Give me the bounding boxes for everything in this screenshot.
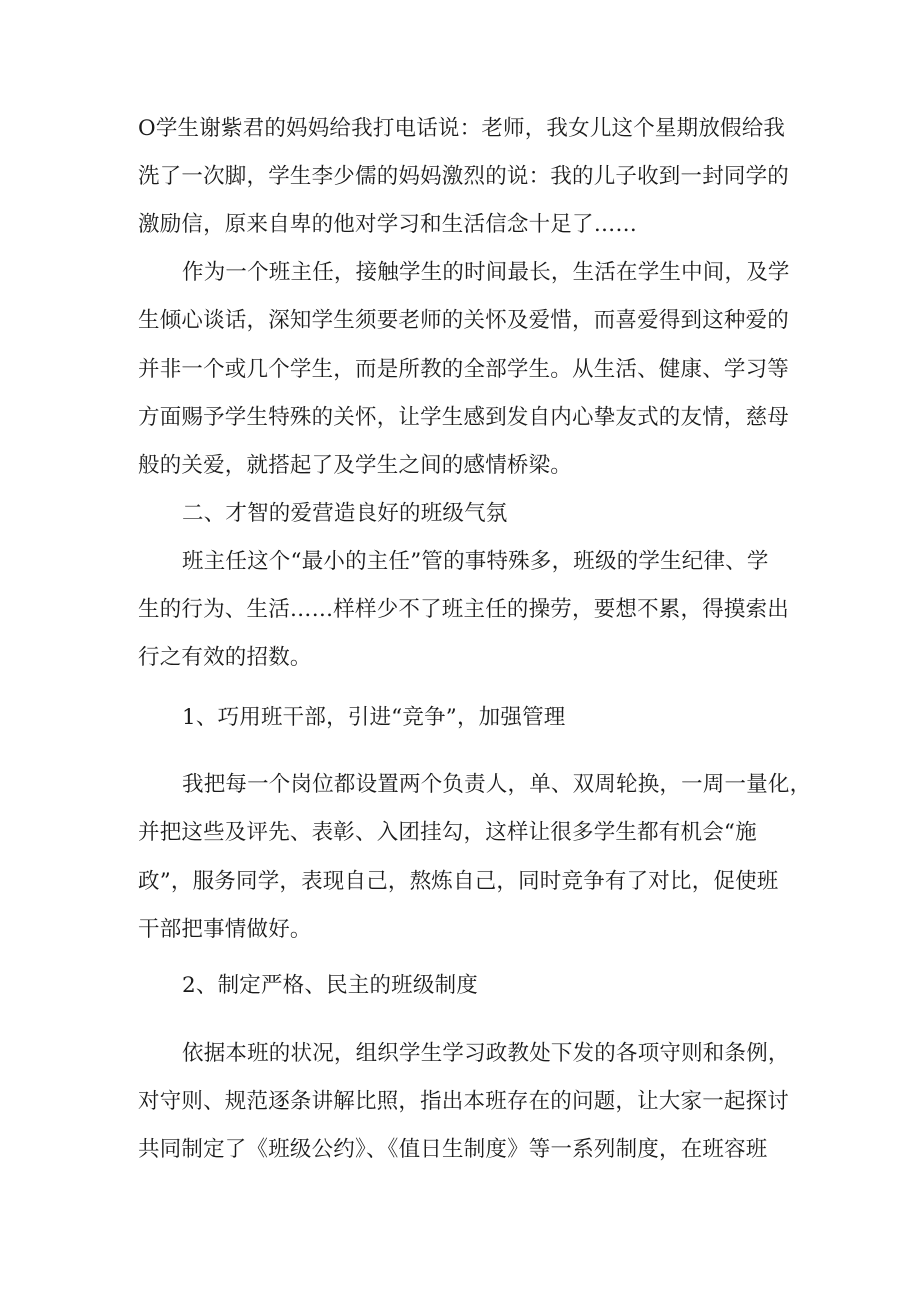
text-line: 洗了一次脚，学生李少儒的妈妈激烈的说：我的儿子收到一封同学的 xyxy=(138,164,790,189)
text-line: 并把这些及评先、表彰、入团挂勾，这样让很多学生都有机会“施 xyxy=(138,820,757,845)
text-line: 激励信，原来自卑的他对学习和生活信念十足了…… xyxy=(138,212,638,237)
text-line: 般的关爱，就搭起了及学生之间的感情桥梁。 xyxy=(138,453,573,478)
paragraph-first-line: 依据本班的状况，组织学生学习政教处下发的各项守则和条例， xyxy=(182,1041,790,1066)
section-heading: 二、才智的爱营造良好的班级气氛 xyxy=(182,501,508,526)
subsection-heading: 1、巧用班干部，引进“竞争”，加强管理 xyxy=(182,705,566,730)
text-line: O学生谢紫君的妈妈给我打电话说：老师，我女儿这个星期放假给我 xyxy=(138,116,786,141)
text-line: 干部把事情做好。 xyxy=(138,917,312,942)
text-line: 对守则、规范逐条讲解比照，指出本班存在的问题，让大家一起探讨 xyxy=(138,1089,790,1114)
text-line: 行之有效的招数。 xyxy=(138,645,312,670)
subsection-heading: 2、制定严格、民主的班级制度 xyxy=(182,973,478,998)
paragraph-first-line: 我把每一个岗位都设置两个负责人，单、双周轮换，一周一量化， xyxy=(182,772,812,797)
paragraph-first-line: 班主任这个“最小的主任”管的事特殊多，班级的学生纪律、学 xyxy=(182,549,769,574)
text-line: 并非一个或几个学生，而是所教的全部学生。从生活、健康、学习等 xyxy=(138,357,790,382)
text-line: 生倾心谈话，深知学生须要老师的关怀及爱惜，而喜爱得到这种爱的 xyxy=(138,308,790,333)
paragraph-first-line: 作为一个班主任，接触学生的时间最长，生活在学生中间，及学 xyxy=(182,260,790,285)
text-line: 方面赐予学生特殊的关怀，让学生感到发自内心挚友式的友情，慈母 xyxy=(138,405,790,430)
text-line: 生的行为、生活……样样少不了班主任的操劳，要想不累，得摸索出 xyxy=(138,597,790,622)
text-line: 共同制定了《班级公约》、《值日生制度》等一系列制度，在班容班 xyxy=(138,1137,768,1162)
text-line: 政”，服务同学，表现自己，熬炼自己，同时竞争有了对比，促使班 xyxy=(138,869,779,894)
